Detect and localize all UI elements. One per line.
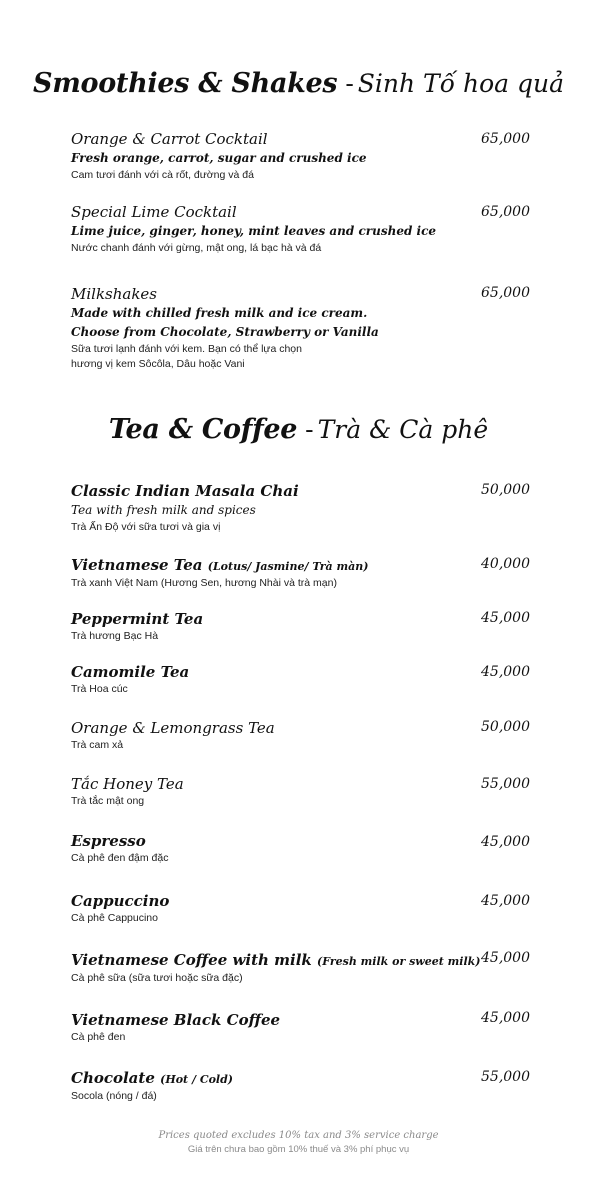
item-vietnamese-description: Nước chanh đánh với gừng, mật ong, lá bạc hà và đá [71, 242, 322, 254]
menu-item-vietnamese-black-coffee [71, 1011, 471, 1045]
item-vietnamese-description: Trà hương Bạc Hà [71, 630, 159, 642]
item-price: 45,000 [481, 834, 530, 850]
tea-coffee-title-en: Tea & Coffee [108, 414, 298, 445]
item-price: 55,000 [481, 1069, 530, 1085]
menu-item-peppermint-tea [71, 610, 471, 644]
item-name-text: Vietnamese Tea [71, 556, 203, 574]
item-price: 45,000 [481, 1010, 530, 1026]
item-name-text: Camomile Tea [71, 663, 190, 681]
menu-item-tac-honey-tea [71, 775, 471, 809]
item-vietnamese-description: Trà Hoa cúc [71, 683, 128, 695]
item-vietnamese-description: Cà phê đen đậm đặc [71, 852, 169, 864]
menu-item-masala-chai [71, 482, 471, 535]
item-price: 45,000 [481, 893, 530, 909]
item-vietnamese-description: Socola (nóng / đá) [71, 1090, 157, 1102]
menu-item-chocolate [71, 1069, 471, 1104]
item-name [71, 610, 471, 629]
item-name [71, 1011, 471, 1030]
item-description: Lime juice, ginger, honey, mint leaves and crushed ice [71, 224, 437, 238]
item-price: 55,000 [481, 776, 530, 792]
menu-item-cappuccino [71, 892, 471, 926]
item-name-text: Vietnamese Black Coffee [71, 1011, 281, 1029]
item-vietnamese-description: Cà phê đen [71, 1031, 126, 1043]
item-name: Orange & Carrot Cocktail [71, 130, 268, 148]
item-vietnamese-description: hương vị kem Sôcôla, Dâu hoặc Vani [71, 358, 245, 370]
item-description: Choose from Chocolate, Strawberry or Vanilla [71, 325, 379, 339]
smoothies-title-vi: Sinh Tố hoa quả [357, 69, 564, 98]
item-price: 50,000 [481, 482, 530, 498]
title-separator: - [345, 69, 354, 98]
item-note: (Fresh milk or sweet milk) [317, 955, 481, 968]
item-description: Tea with fresh milk and spices [71, 503, 256, 517]
smoothies-section-title [0, 68, 597, 99]
item-name [71, 719, 471, 738]
menu-item-orange-carrot-cocktail [71, 130, 471, 183]
item-name: Milkshakes [71, 285, 158, 303]
smoothies-title-en: Smoothies & Shakes [33, 68, 338, 99]
item-vietnamese-description: Cà phê Cappucino [71, 912, 158, 924]
title-separator: - [305, 415, 314, 444]
item-description: Fresh orange, carrot, sugar and crushed ice [71, 151, 367, 165]
item-name-text: Peppermint Tea [71, 610, 204, 628]
item-note: (Lotus/ Jasmine/ Trà màn) [207, 560, 369, 573]
menu-item-special-lime-cocktail [71, 203, 471, 256]
menu-item-camomile-tea [71, 663, 471, 697]
item-name [71, 1069, 471, 1089]
item-note: (Hot / Cold) [160, 1073, 233, 1086]
item-price: 40,000 [481, 556, 530, 572]
menu-item-vietnamese-coffee-with-milk [71, 951, 481, 986]
menu-item-vietnamese-tea [71, 556, 471, 591]
item-name [71, 951, 481, 971]
menu-item-orange-lemongrass-tea [71, 719, 471, 753]
item-vietnamese-description: Trà Ấn Độ với sữa tươi và gia vị [71, 521, 221, 533]
disclaimer-en: Prices quoted excludes 10% tax and 3% service charge [158, 1130, 439, 1141]
item-name [71, 775, 471, 794]
item-vietnamese-description: Sữa tươi lạnh đánh với kem. Bạn có thể lựa chọn [71, 343, 302, 355]
tea-coffee-section-title [0, 414, 597, 445]
item-description: Made with chilled fresh milk and ice cream. [71, 306, 368, 320]
item-name [71, 663, 471, 682]
item-name-text: Chocolate [71, 1069, 155, 1087]
item-name-text: Orange & Lemongrass Tea [71, 719, 275, 737]
item-price: 45,000 [481, 610, 530, 626]
item-vietnamese-description: Cà phê sữa (sữa tươi hoặc sữa đặc) [71, 972, 243, 984]
price-disclaimer [0, 1129, 597, 1156]
item-vietnamese-description: Trà xanh Việt Nam (Hương Sen, hương Nhài và trà mạn) [71, 577, 337, 589]
item-price: 45,000 [481, 664, 530, 680]
item-name-text: Vietnamese Coffee with milk [71, 951, 312, 969]
disclaimer-vi: Giá trên chưa bao gồm 10% thuế và 3% phí phục vụ [187, 1144, 410, 1155]
item-name [71, 892, 471, 911]
item-price: 65,000 [481, 131, 530, 147]
item-name-text: Espresso [71, 832, 146, 850]
item-name [71, 482, 471, 501]
tea-coffee-title-vi: Trà & Cà phê [317, 415, 489, 444]
item-vietnamese-description: Cam tươi đánh với cà rốt, đường và đá [71, 169, 254, 181]
item-price: 45,000 [481, 950, 530, 966]
item-name-text: Cappuccino [71, 892, 170, 910]
item-price: 50,000 [481, 719, 530, 735]
item-name-text: Classic Indian Masala Chai [71, 482, 299, 500]
item-price: 65,000 [481, 204, 530, 220]
item-price: 65,000 [481, 285, 530, 301]
item-name-text: Tắc Honey Tea [71, 775, 184, 793]
item-name [71, 832, 471, 851]
menu-item-espresso [71, 832, 471, 866]
item-name: Special Lime Cocktail [71, 203, 237, 221]
item-vietnamese-description: Trà tắc mật ong [71, 795, 145, 807]
item-name [71, 556, 471, 576]
item-vietnamese-description: Trà cam xả [71, 739, 124, 751]
menu-item-milkshakes [71, 285, 471, 372]
